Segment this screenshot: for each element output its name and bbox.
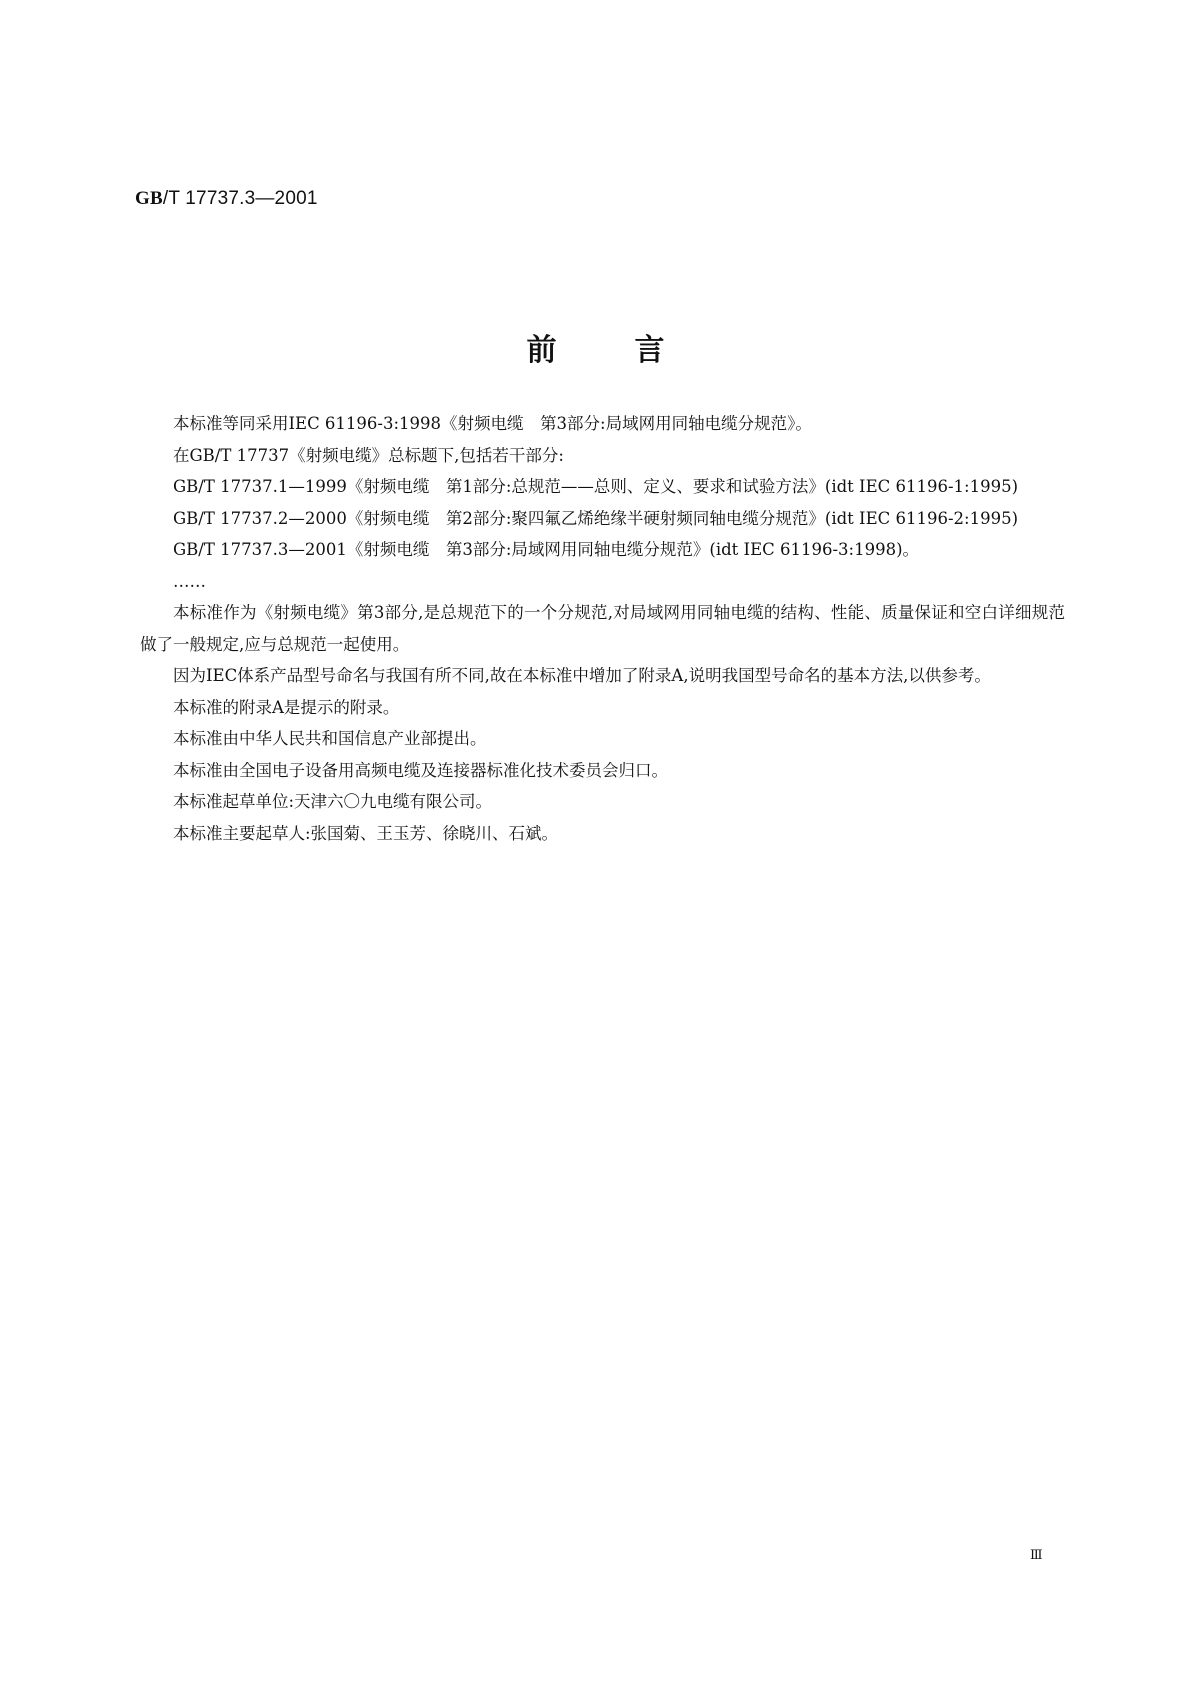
paragraph-committee: 本标准由全国电子设备用高频电缆及连接器标准化技术委员会归口。 bbox=[173, 760, 668, 780]
page-number: Ⅲ bbox=[1030, 1548, 1043, 1563]
paragraph-part-3: GB/T 17737.3—2001《射频电缆 第3部分:局域网用同轴电缆分规范》(idt IEC 61196-3:1998)。 bbox=[173, 540, 920, 559]
foreword-body bbox=[140, 408, 1065, 849]
paragraph-drafting-unit: 本标准起草单位:天津六〇九电缆有限公司。 bbox=[173, 792, 493, 811]
standard-code-number: /T 17737.3—2001 bbox=[162, 188, 318, 209]
paragraph-adoption: 本标准等同采用IEC 61196-3:1998《射频电缆 第3部分:局域网用同轴电缆分规范》。 bbox=[173, 414, 812, 433]
paragraph-parts-intro: 在GB/T 17737《射频电缆》总标题下,包括若干部分: bbox=[173, 445, 564, 465]
standard-code bbox=[135, 188, 318, 210]
paragraph-annex-reason: 因为IEC体系产品型号命名与我国有所不同,故在本标准中增加了附录A,说明我国型号命名的基本方法,以供参考。 bbox=[173, 666, 991, 685]
paragraph-annex-note: 本标准的附录A是提示的附录。 bbox=[173, 697, 400, 717]
paragraph-scope: 本标准作为《射频电缆》第3部分,是总规范下的一个分规范,对局域网用同轴电缆的结构、性能、质量保证和空白详细规范做了一般规定,应与总规范一起使用。 bbox=[140, 603, 1065, 654]
paragraph-ellipsis: …… bbox=[173, 571, 206, 591]
page-title: 前言 bbox=[526, 333, 743, 368]
paragraph-drafters: 本标准主要起草人:张国菊、王玉芳、徐晓川、石斌。 bbox=[173, 823, 559, 843]
paragraph-part-1: GB/T 17737.1—1999《射频电缆 第1部分:总规范——总则、定义、要求和试验方法》(idt IEC 61196-1:1995) bbox=[173, 477, 1019, 496]
standard-code-prefix: GB bbox=[135, 188, 163, 209]
paragraph-proposer: 本标准由中华人民共和国信息产业部提出。 bbox=[173, 729, 487, 748]
paragraph-part-2: GB/T 17737.2—2000《射频电缆 第2部分:聚四氟乙烯绝缘半硬射频同轴电缆分规范》(idt IEC 61196-2:1995) bbox=[173, 508, 1019, 528]
